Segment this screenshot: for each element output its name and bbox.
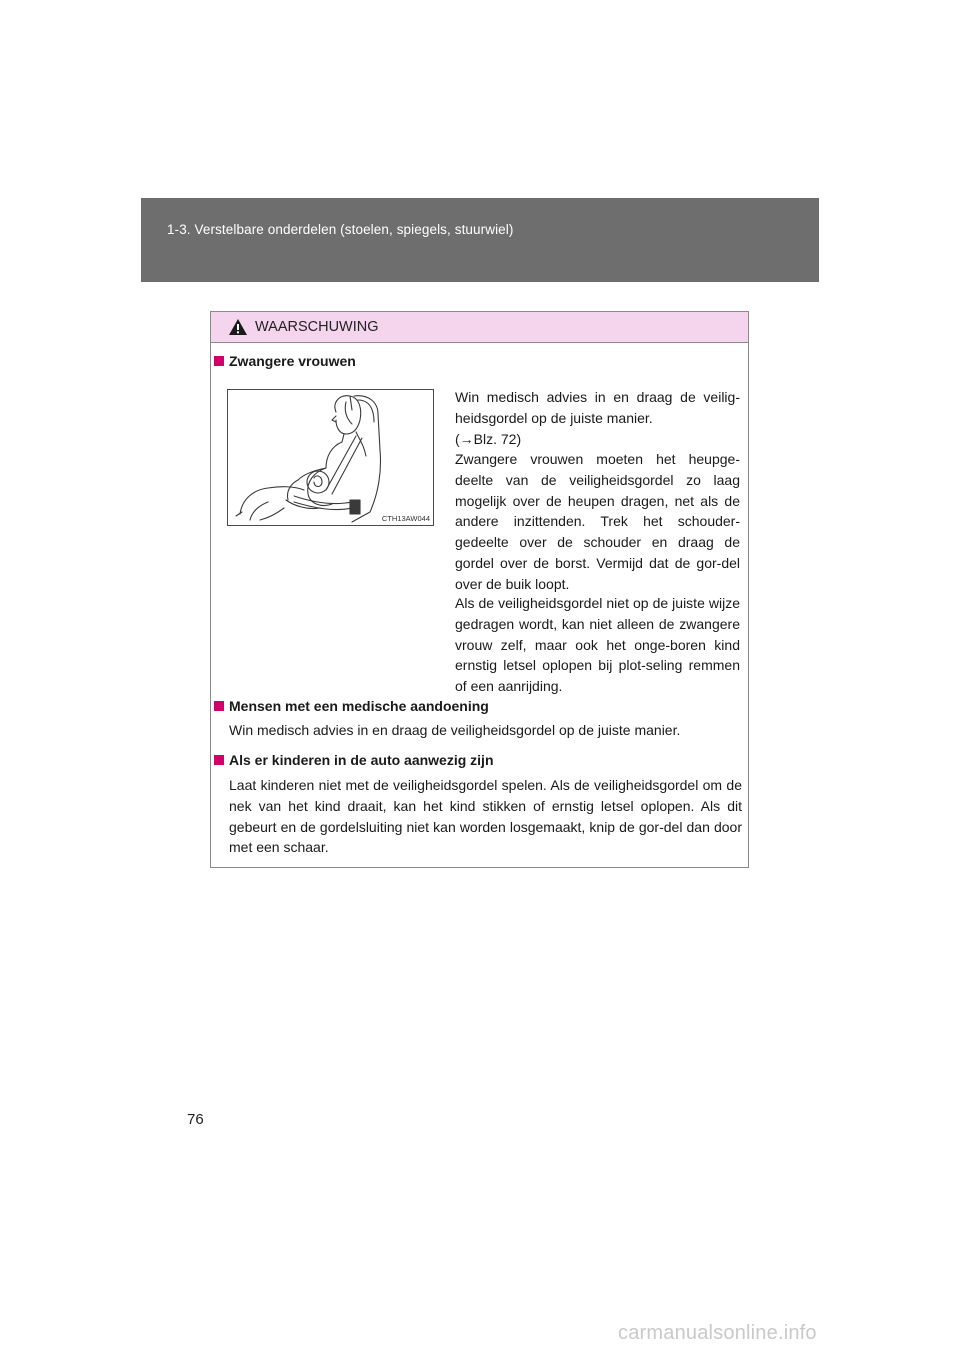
chapter-header-band (141, 198, 819, 282)
paragraph-injury-risk: Als de veiligheidsgordel niet op de juiste wijze gedragen wordt, kan niet alleen de zwangere vrouw zelf, maar ook het onge-boren kind ernstig letsel oplopen bij plot-seling remmen of een aanrijding. (455, 595, 740, 695)
heading-text: Als er kinderen in de auto aanwezig zijn (229, 752, 494, 768)
warning-triangle-icon (228, 318, 248, 336)
figure-code: CTH13AW044 (381, 514, 430, 523)
paragraph-medical-advice: Win medisch advies in en draag de veilig-heidsgordel op de juiste manier. (455, 389, 740, 426)
watermark[interactable]: carmanualsonline.info (618, 1322, 817, 1344)
warning-title: WAARSCHUWING (255, 319, 379, 335)
seatbelt-drawing (228, 390, 433, 525)
bullet-square-icon (214, 701, 224, 711)
paragraph-medical-condition: Win medisch advies in en draag de veiligheidsgordel op de juiste manier. (229, 722, 681, 738)
page-reference: (→Blz. 72) (455, 431, 522, 447)
section-title: 1-3. Verstelbare onderdelen (stoelen, spiegels, stuurwiel) (167, 222, 514, 237)
heading-text: Zwangere vrouwen (229, 353, 356, 369)
page-number: 76 (187, 1111, 204, 1128)
heading-text: Mensen met een medische aandoening (229, 698, 489, 714)
bullet-square-icon (214, 755, 224, 765)
bullet-square-icon (214, 356, 224, 366)
heading-children (214, 752, 494, 768)
heading-medical-condition (214, 698, 489, 714)
heading-pregnant-women (214, 353, 356, 369)
paragraph-lap-belt: Zwangere vrouwen moeten het heupge-deelte van de veiligheidsgordel zo laag mogelijk over de heupen dragen, net als de andere inzittenden. Trek het schouder-gedeelte over de schouder en draag de gordel over de borst. Vermijd dat de gor-del over de buik loopt. (455, 451, 740, 592)
warning-header (211, 312, 748, 343)
paragraph-children: Laat kinderen niet met de veiligheidsgordel spelen. Als de veiligheidsgordel om de nek van het kind draait, kan het kind stikken of ernstig letsel oplopen. Als dit gebeurt en de gordelsluiting niet kan worden losgemaakt, knip de gor-del dan door met een schaar. (229, 777, 742, 856)
pregnant-woman-seatbelt-illustration (227, 389, 434, 526)
